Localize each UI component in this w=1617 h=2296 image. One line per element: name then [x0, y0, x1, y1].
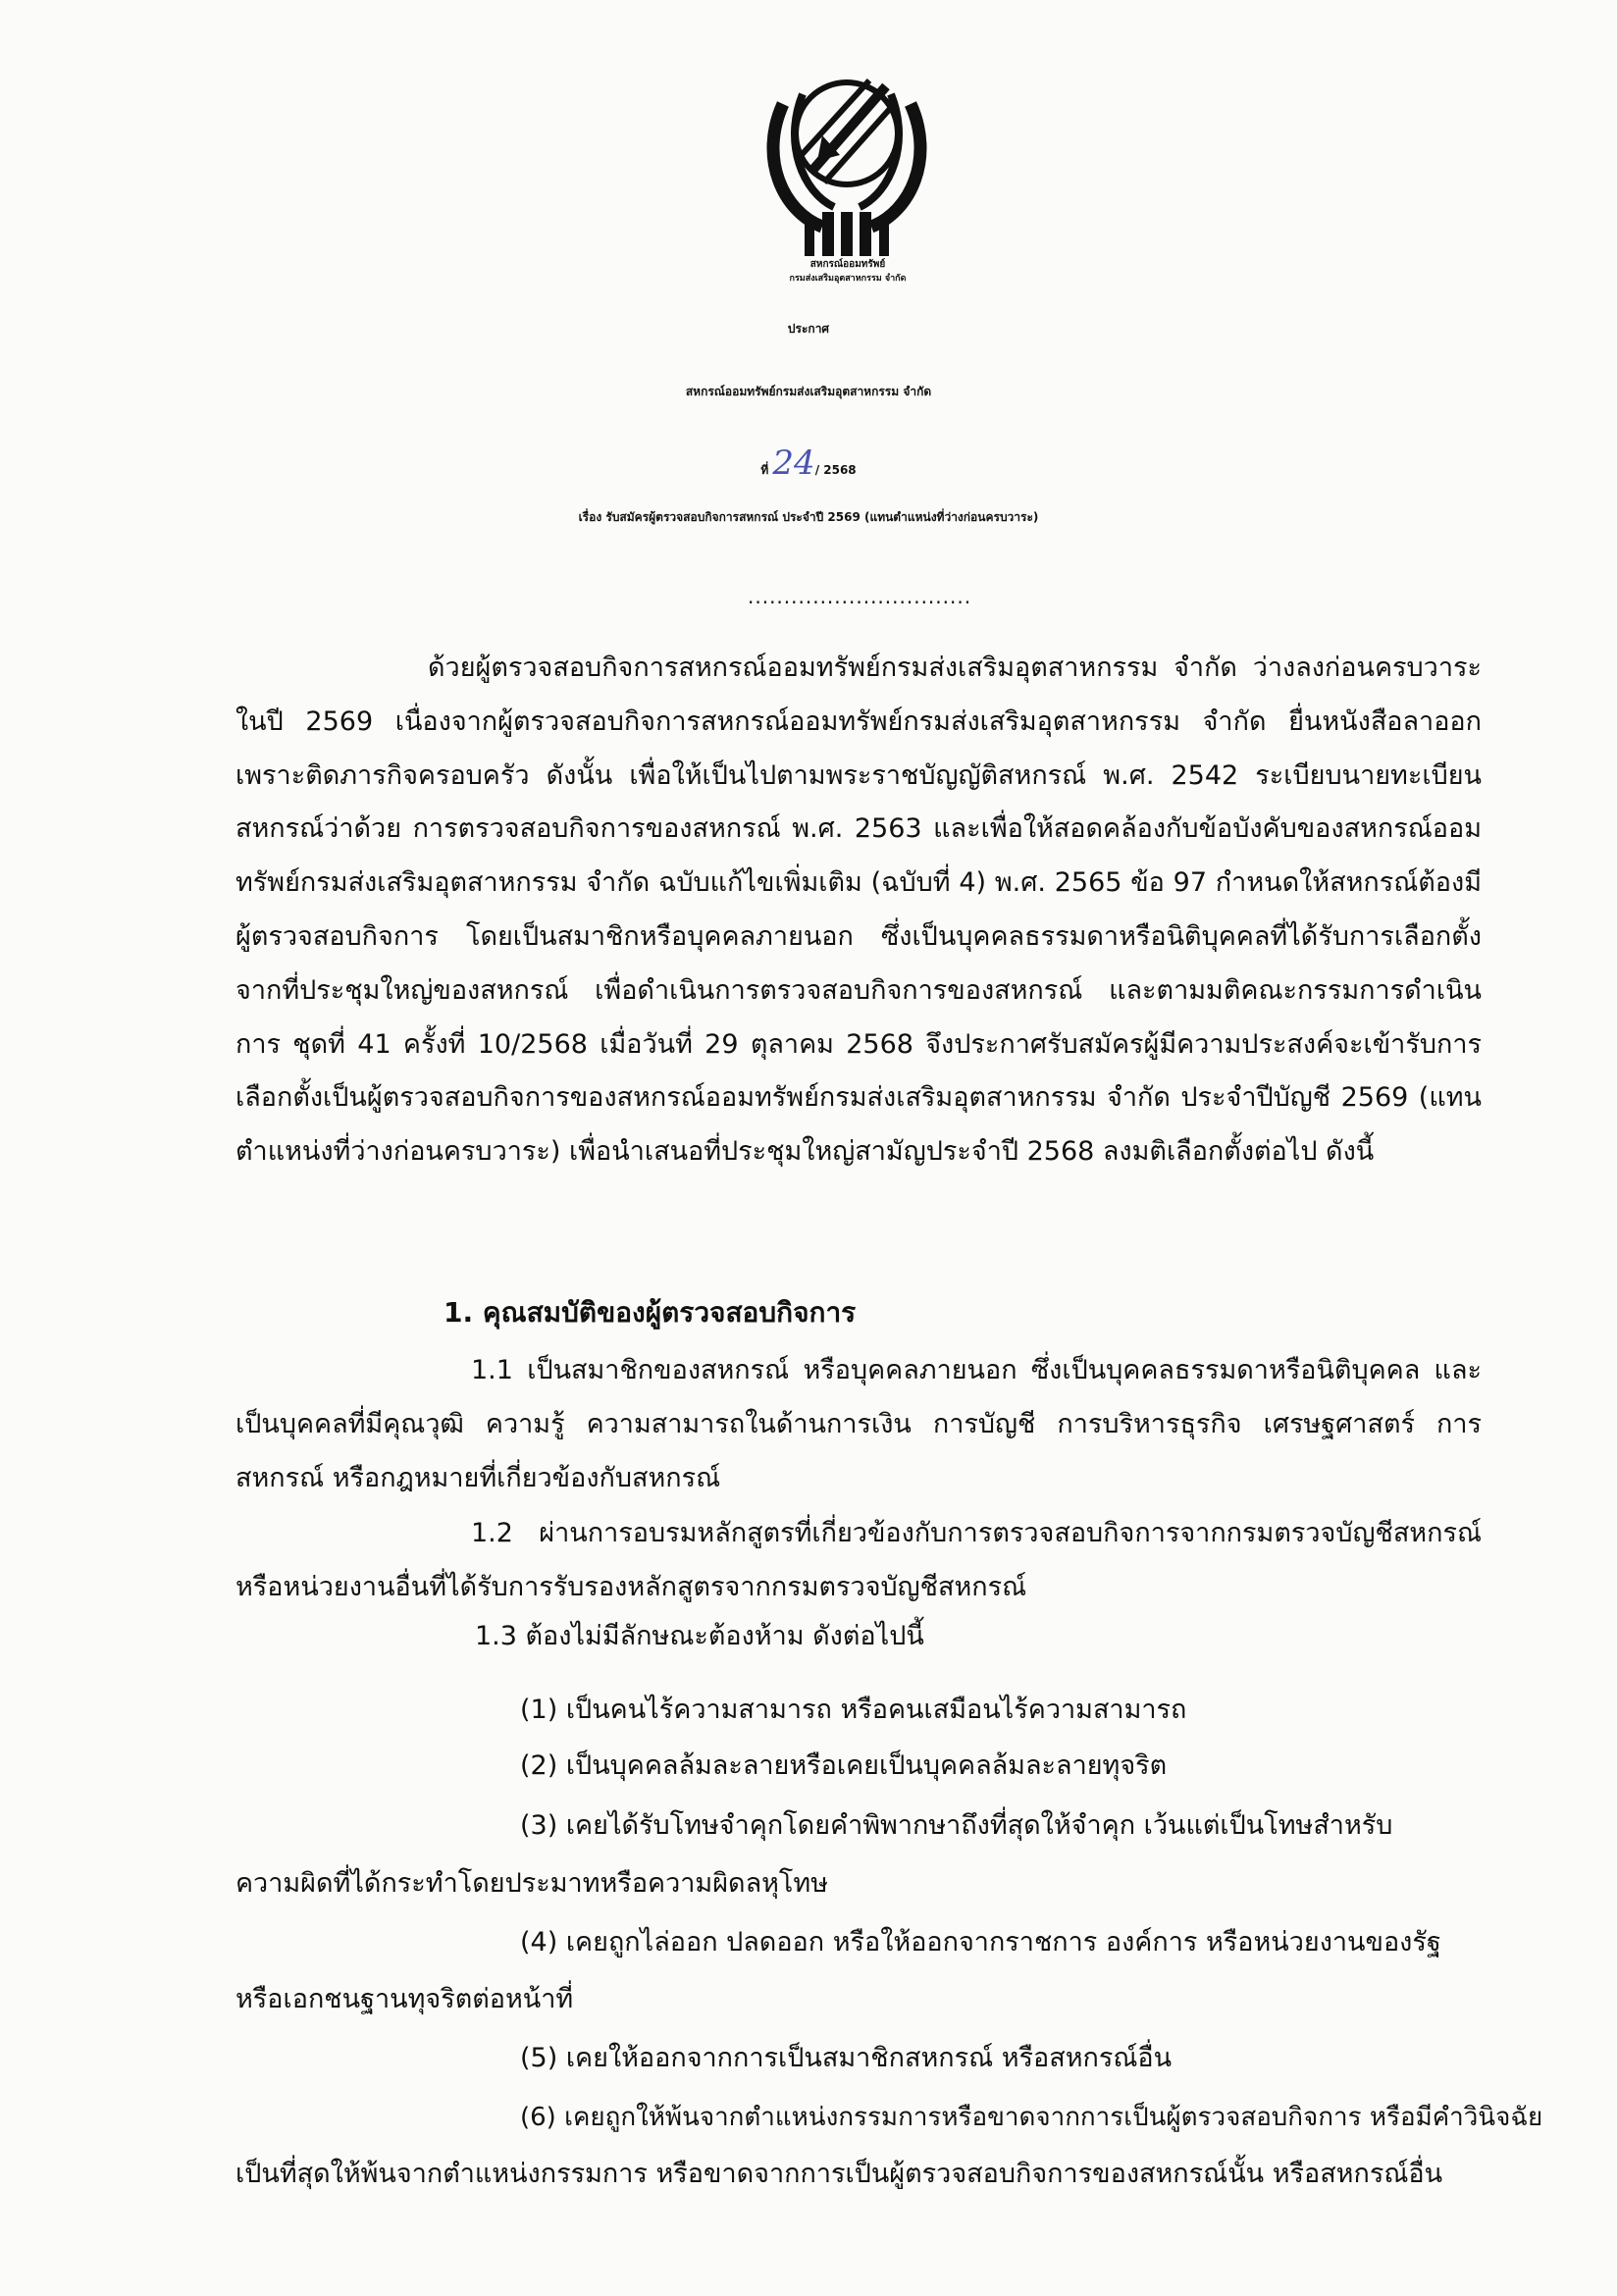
- sub-item-2: (2) เป็นบุคคลล้มละลายหรือเคยเป็นบุคคลล้มละลายทุจริต: [520, 1750, 1168, 1781]
- section1-heading: 1. คุณสมบัติของผู้ตรวจสอบกิจการ: [443, 1296, 857, 1329]
- organization-title: สหกรณ์ออมทรัพย์กรมส่งเสริมอุตสาหกรรม จำกัด: [685, 385, 932, 398]
- announcement-title: ประกาศ: [787, 322, 830, 336]
- logo-text-line1: สหกรณ์ออมทรัพย์: [809, 259, 886, 270]
- number-prefix: ที่: [760, 463, 773, 477]
- item-1-1: [235, 1344, 1482, 1505]
- subject-line: เรื่อง รับสมัครผู้ตรวจสอบกิจการสหกรณ์ ประจำปี 2569 (แทนตำแหน่งที่ว่างก่อนครบวาระ): [578, 510, 1039, 524]
- announcement-number: [0, 444, 1617, 483]
- item-1-1-text: 1.1 เป็นสมาชิกของสหกรณ์ หรือบุคคลภายนอก ซึ่งเป็นบุคคลธรรมดาหรือนิติบุคคล และเป็นบุคคลที่มีคุณวุฒิ ความรู้ ความสามารถในด้านการเงิน การบัญชี การบริหารธุรกิจ เศรษฐศาสตร์ การสหกรณ์ หรือกฎหมายที่เกี่ยวข้องกับสหกรณ์: [235, 1355, 1482, 1493]
- logo-text-line2: กรมส่งเสริมอุตสาหกรรม จำกัด: [789, 274, 907, 284]
- sub-item-1: (1) เป็นคนไร้ความสามารถ หรือคนเสมือนไร้ความสามารถ: [520, 1695, 1187, 1725]
- sub-item-6-line1: (6) เคยถูกให้พ้นจากตำแหน่งกรรมการหรือขาดจากการเป็นผู้ตรวจสอบกิจการ หรือมีคำวินิจฉัย: [520, 2103, 1543, 2132]
- handwritten-number: 24: [772, 444, 815, 483]
- sub-item-3-line2: ความผิดที่ได้กระทำโดยประมาทหรือความผิดลหุโทษ: [235, 1868, 829, 1899]
- sub-item-5: (5) เคยให้ออกจากการเป็นสมาชิกสหกรณ์ หรือสหกรณ์อื่น: [520, 2043, 1173, 2073]
- item-1-2: [235, 1507, 1482, 1615]
- sub-item-4-line2: หรือเอกชนฐานทุจริตต่อหน้าที่: [235, 1984, 574, 2014]
- intro-paragraph: [235, 642, 1482, 1179]
- sub-item-3-line1: (3) เคยได้รับโทษจำคุกโดยคำพิพากษาถึงที่สุดให้จำคุก เว้นแต่เป็นโทษสำหรับ: [520, 1810, 1393, 1841]
- item-1-2-text: 1.2 ผ่านการอบรมหลักสูตรที่เกี่ยวข้องกับการตรวจสอบกิจการจากกรมตรวจบัญชีสหกรณ์ หรือหน่วยงานอื่นที่ได้รับการรับรองหลักสูตรจากกรมตรวจบัญชีสหกรณ์: [235, 1518, 1482, 1602]
- item-1-3: 1.3 ต้องไม่มีลักษณะต้องห้าม ดังต่อไปนี้: [475, 1621, 924, 1651]
- number-suffix: / 2568: [814, 463, 857, 477]
- sub-item-4-line1: (4) เคยถูกไล่ออก ปลดออก หรือให้ออกจากราชการ องค์การ หรือหน่วยงานของรัฐ: [520, 1927, 1441, 1957]
- sub-item-6-line2: เป็นที่สุดให้พ้นจากตำแหน่งกรรมการ หรือขาดจากการเป็นผู้ตรวจสอบกิจการของสหกรณ์นั้น หรือสหกรณ์อื่น: [235, 2159, 1443, 2189]
- separator-dots: ...............................: [748, 585, 972, 608]
- intro-text: ด้วยผู้ตรวจสอบกิจการสหกรณ์ออมทรัพย์กรมส่งเสริมอุตสาหกรรม จำกัด ว่างลงก่อนครบวาระ ในปี 2569 เนื่องจากผู้ตรวจสอบกิจการสหกรณ์ออมทรัพย์กรมส่งเสริมอุตสาหกรรม จำกัด ยื่นหนังสือลาออก เพราะติดภารกิจครอบครัว ดังนั้น เพื่อให้เป็นไปตามพระราชบัญญัติสหกรณ์ พ.ศ. 2542 ระเบียบนายทะเบียนสหกรณ์ว่าด้วย การตรวจสอบกิจการของสหกรณ์ พ.ศ. 2563 และเพื่อให้สอดคล้องกับข้อบังคับของสหกรณ์ออมทรัพย์กรมส่งเสริมอุตสาหกรรม จำกัด ฉบับแก้ไขเพิ่มเติม (ฉบับที่ 4) พ.ศ. 2565 ข้อ 97 กำหนดให้สหกรณ์ต้องมีผู้ตรวจสอบกิจการ โดยเป็นสมาชิกหรือบุคคลภายนอก ซึ่งเป็นบุคคลธรรมดาหรือนิติบุคคลที่ได้รับการเลือกตั้งจากที่ประชุมใหญ่ของสหกรณ์ เพื่อดำเนินการตรวจสอบกิจการของสหกรณ์ และตามมติคณะกรรมการดำเนินการ ชุดที่ 41 ครั้งที่ 10/2568 เมื่อวันที่ 29 ตุลาคม 2568 จึงประกาศรับสมัครผู้มีความประสงค์จะเข้ารับการเลือกตั้งเป็นผู้ตรวจสอบกิจการของสหกรณ์ออมทรัพย์กรมส่งเสริมอุตสาหกรรม จำกัด ประจำปีบัญชี 2569 (แทนตำแหน่งที่ว่างก่อนครบวาระ) เพื่อนำเสนอที่ประชุมใหญ่สามัญประจำปี 2568 ลงมติเลือกตั้งต่อไป ดังนี้: [235, 652, 1482, 1168]
